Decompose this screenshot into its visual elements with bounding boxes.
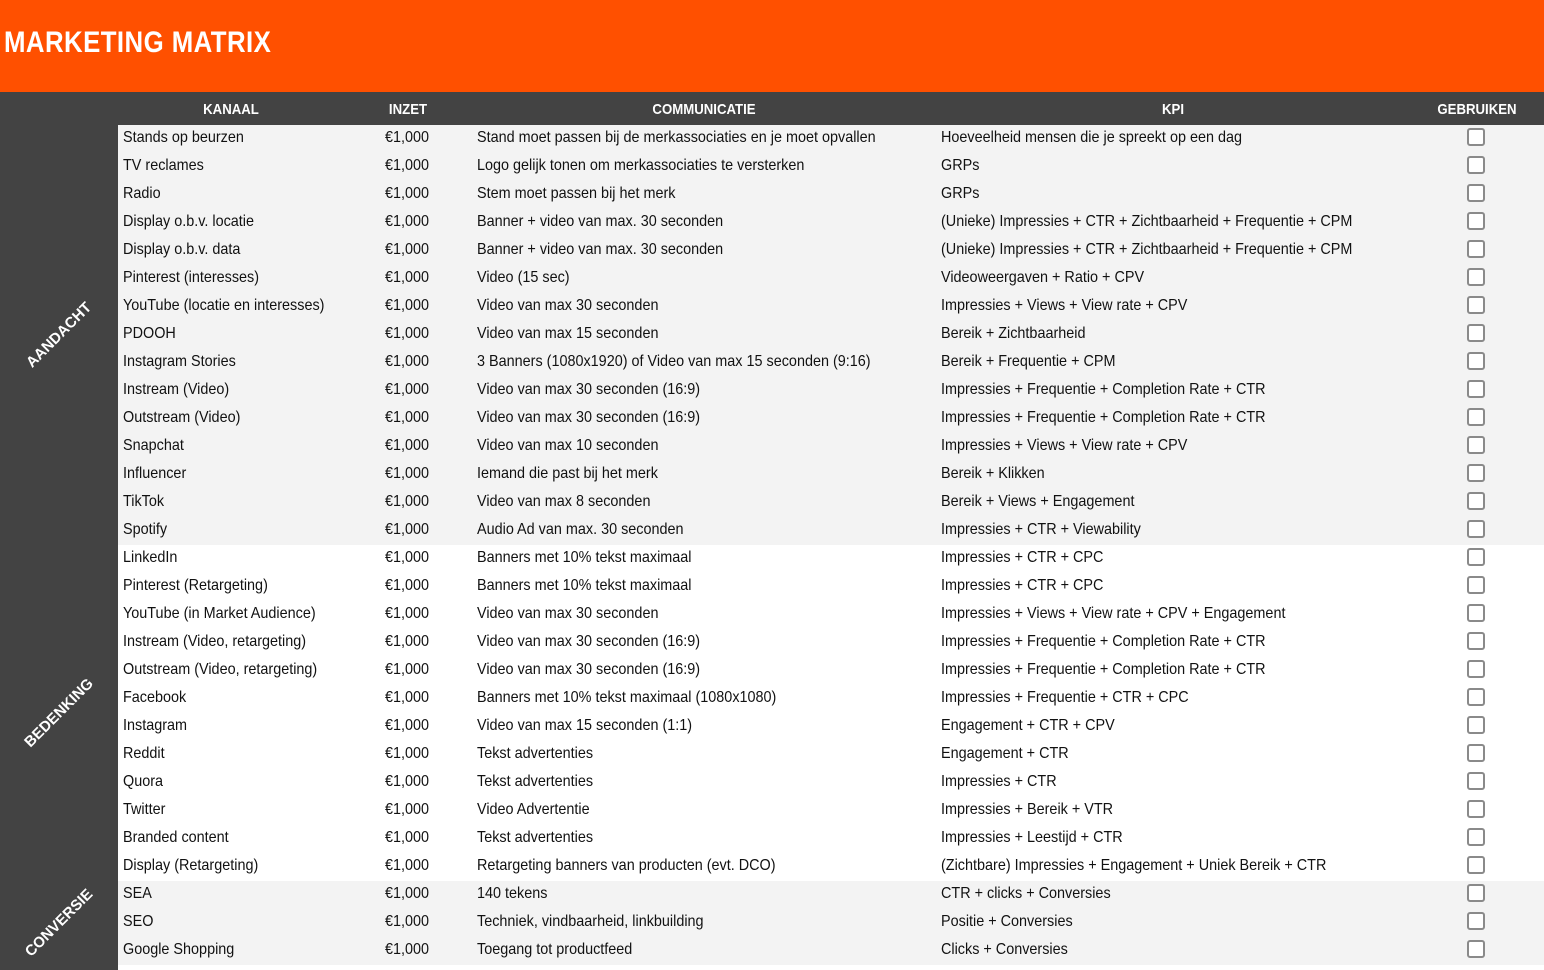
cell-inzet: €1,000 — [385, 941, 430, 958]
gebruiken-checkbox[interactable] — [1467, 688, 1485, 706]
gebruiken-checkbox[interactable] — [1467, 884, 1485, 902]
section-side-bedenking — [0, 545, 118, 881]
gebruiken-checkbox[interactable] — [1467, 940, 1485, 958]
cell-communicatie: Toegang tot productfeed — [477, 941, 633, 958]
gebruiken-checkbox[interactable] — [1467, 604, 1485, 622]
cell-kpi: Bereik + Views + Engagement — [941, 493, 1135, 510]
cell-kpi: GRPs — [941, 157, 980, 174]
cell-kpi: Engagement + CTR — [941, 745, 1069, 762]
cell-inzet: €1,000 — [385, 353, 430, 370]
cell-kpi: (Unieke) Impressies + CTR + Zichtbaarheid + Frequentie + CPM — [941, 213, 1353, 230]
cell-inzet: €1,000 — [385, 661, 430, 678]
table-row — [118, 769, 1544, 797]
cell-inzet: €1,000 — [385, 605, 430, 622]
cell-kpi: Bereik + Klikken — [941, 465, 1045, 482]
cell-kanaal: Display (Retargeting) — [123, 857, 259, 874]
cell-kpi: Impressies + CTR + Viewability — [941, 521, 1141, 538]
cell-kanaal: SEA — [123, 885, 152, 902]
cell-kpi: Engagement + CTR + CPV — [941, 717, 1115, 734]
cell-kpi: GRPs — [941, 185, 980, 202]
cell-kpi: Impressies + Bereik + VTR — [941, 801, 1114, 818]
gebruiken-checkbox[interactable] — [1467, 324, 1485, 342]
cell-kanaal: Instream (Video) — [123, 381, 230, 398]
gebruiken-checkbox[interactable] — [1467, 548, 1485, 566]
cell-kpi: Impressies + Frequentie + Completion Rate + CTR — [941, 633, 1266, 650]
cell-communicatie: Video van max 30 seconden — [477, 297, 659, 314]
cell-kpi: Impressies + Views + View rate + CPV — [941, 437, 1188, 454]
cell-communicatie: Video van max 8 seconden — [477, 493, 651, 510]
cell-inzet: €1,000 — [385, 577, 430, 594]
cell-kpi: Impressies + Views + View rate + CPV + Engagement — [941, 605, 1286, 622]
gebruiken-checkbox[interactable] — [1467, 912, 1485, 930]
table-row — [118, 209, 1544, 237]
cell-communicatie: 3 Banners (1080x1920) of Video van max 15 seconden (9:16) — [477, 353, 871, 370]
cell-kpi: Bereik + Zichtbaarheid — [941, 325, 1086, 342]
cell-kanaal: Stands op beurzen — [123, 129, 244, 146]
table-row — [118, 825, 1544, 853]
gebruiken-checkbox[interactable] — [1467, 436, 1485, 454]
col-header-inzet: INZET — [388, 101, 428, 118]
cell-kanaal: Facebook — [123, 689, 187, 706]
cell-kpi: CTR + clicks + Conversies — [941, 885, 1111, 902]
cell-inzet: €1,000 — [385, 269, 430, 286]
gebruiken-checkbox[interactable] — [1467, 660, 1485, 678]
cell-inzet: €1,000 — [385, 829, 430, 846]
cell-inzet: €1,000 — [385, 465, 430, 482]
cell-kpi: Impressies + Views + View rate + CPV — [941, 297, 1188, 314]
cell-kanaal: Instagram Stories — [123, 353, 236, 370]
cell-kanaal: TikTok — [123, 493, 165, 510]
gebruiken-checkbox[interactable] — [1467, 408, 1485, 426]
cell-kpi: (Zichtbare) Impressies + Engagement + Uniek Bereik + CTR — [941, 857, 1327, 874]
cell-communicatie: Stand moet passen bij de merkassociaties en je moet opvallen — [477, 129, 876, 146]
cell-inzet: €1,000 — [385, 549, 430, 566]
gebruiken-checkbox[interactable] — [1467, 744, 1485, 762]
table-row — [118, 517, 1544, 545]
cell-kanaal: Display o.b.v. locatie — [123, 213, 254, 230]
cell-communicatie: Video van max 15 seconden (1:1) — [477, 717, 693, 734]
cell-inzet: €1,000 — [385, 521, 430, 538]
cell-kanaal: YouTube (locatie en interesses) — [123, 297, 325, 314]
section-side-conversie — [0, 881, 118, 965]
cell-inzet: €1,000 — [385, 213, 430, 230]
gebruiken-checkbox[interactable] — [1467, 464, 1485, 482]
cell-kanaal: Pinterest (Retargeting) — [123, 577, 268, 594]
table-row — [118, 293, 1544, 321]
cell-communicatie: Video (15 sec) — [477, 269, 570, 286]
cell-kpi: Bereik + Frequentie + CPM — [941, 353, 1116, 370]
table-row — [118, 433, 1544, 461]
gebruiken-checkbox[interactable] — [1467, 268, 1485, 286]
section-label: AANDACHT — [22, 298, 96, 372]
table-row — [118, 629, 1544, 657]
cell-communicatie: Techniek, vindbaarheid, linkbuilding — [477, 913, 704, 930]
cell-kpi: Hoeveelheid mensen die je spreekt op een dag — [941, 129, 1243, 146]
cell-communicatie: Video van max 30 seconden — [477, 605, 659, 622]
table-row — [118, 685, 1544, 713]
gebruiken-checkbox[interactable] — [1467, 828, 1485, 846]
table-row — [118, 489, 1544, 517]
cell-kpi: Impressies + CTR — [941, 773, 1057, 790]
section-label: BEDENKING — [21, 675, 97, 751]
cell-kanaal: Influencer — [123, 465, 187, 482]
table-row — [118, 545, 1544, 573]
cell-inzet: €1,000 — [385, 129, 430, 146]
cell-inzet: €1,000 — [385, 717, 430, 734]
col-header-communicatie: COMMUNICATIE — [652, 101, 756, 118]
cell-communicatie: Banners met 10% tekst maximaal — [477, 549, 692, 566]
table-row — [118, 937, 1544, 965]
table-row — [118, 573, 1544, 601]
cell-kanaal: SEO — [123, 913, 154, 930]
cell-inzet: €1,000 — [385, 801, 430, 818]
cell-kpi: Impressies + CTR + CPC — [941, 549, 1104, 566]
cell-inzet: €1,000 — [385, 689, 430, 706]
cell-kanaal: Radio — [123, 185, 161, 202]
cell-kpi: Impressies + Frequentie + Completion Rate + CTR — [941, 381, 1266, 398]
title-bar — [0, 0, 1544, 92]
gebruiken-checkbox[interactable] — [1467, 800, 1485, 818]
cell-inzet: €1,000 — [385, 633, 430, 650]
gebruiken-checkbox[interactable] — [1467, 296, 1485, 314]
cell-communicatie: Stem moet passen bij het merk — [477, 185, 676, 202]
table-row — [118, 265, 1544, 293]
gebruiken-checkbox[interactable] — [1467, 492, 1485, 510]
gebruiken-checkbox[interactable] — [1467, 856, 1485, 874]
table-row — [118, 881, 1544, 909]
cell-inzet: €1,000 — [385, 185, 430, 202]
cell-inzet: €1,000 — [385, 913, 430, 930]
table-row — [118, 713, 1544, 741]
table-header — [0, 92, 1544, 125]
table-row — [118, 657, 1544, 685]
cell-kanaal: LinkedIn — [123, 549, 178, 566]
cell-communicatie: Banner + video van max. 30 seconden — [477, 213, 724, 230]
gebruiken-checkbox[interactable] — [1467, 240, 1485, 258]
cell-communicatie: Video van max 30 seconden (16:9) — [477, 661, 701, 678]
cell-kpi: Positie + Conversies — [941, 913, 1073, 930]
cell-communicatie: Retargeting banners van producten (evt. DCO) — [477, 857, 776, 874]
cell-kanaal: Instream (Video, retargeting) — [123, 633, 307, 650]
cell-communicatie: Video van max 30 seconden (16:9) — [477, 633, 701, 650]
cell-kanaal: Reddit — [123, 745, 165, 762]
table-row — [118, 321, 1544, 349]
cell-inzet: €1,000 — [385, 297, 430, 314]
table-row — [118, 349, 1544, 377]
cell-communicatie: Video van max 15 seconden — [477, 325, 659, 342]
cell-kanaal: PDOOH — [123, 325, 176, 342]
cell-kpi: Clicks + Conversies — [941, 941, 1068, 958]
cell-kpi: Impressies + CTR + CPC — [941, 577, 1104, 594]
page-title: MARKETING MATRIX — [4, 26, 272, 59]
table-row — [118, 153, 1544, 181]
gebruiken-checkbox[interactable] — [1467, 352, 1485, 370]
gebruiken-checkbox[interactable] — [1467, 156, 1485, 174]
cell-inzet: €1,000 — [385, 409, 430, 426]
cell-communicatie: Logo gelijk tonen om merkassociaties te versterken — [477, 157, 805, 174]
cell-communicatie: Video van max 10 seconden — [477, 437, 659, 454]
cell-kpi: Videoweergaven + Ratio + CPV — [941, 269, 1145, 286]
section-side-aandacht — [0, 125, 118, 545]
section-label: CONVERSIE — [21, 885, 97, 961]
cell-kpi: Impressies + Leestijd + CTR — [941, 829, 1123, 846]
table-row — [118, 853, 1544, 881]
sidebar-filler — [0, 965, 118, 970]
cell-kpi: Impressies + Frequentie + Completion Rate + CTR — [941, 409, 1266, 426]
gebruiken-checkbox[interactable] — [1467, 520, 1485, 538]
cell-kanaal: Instagram — [123, 717, 188, 734]
table-row — [118, 909, 1544, 937]
col-header-gebruiken: GEBRUIKEN — [1437, 101, 1517, 118]
table-row — [118, 741, 1544, 769]
cell-kanaal: Spotify — [123, 521, 168, 538]
cell-communicatie: Video van max 30 seconden (16:9) — [477, 409, 701, 426]
cell-kpi: Impressies + Frequentie + CTR + CPC — [941, 689, 1189, 706]
cell-communicatie: Tekst advertenties — [477, 745, 594, 762]
cell-inzet: €1,000 — [385, 773, 430, 790]
cell-inzet: €1,000 — [385, 745, 430, 762]
gebruiken-checkbox[interactable] — [1467, 576, 1485, 594]
cell-kanaal: Pinterest (interesses) — [123, 269, 260, 286]
gebruiken-checkbox[interactable] — [1467, 380, 1485, 398]
table-row — [118, 461, 1544, 489]
table-row — [118, 181, 1544, 209]
gebruiken-checkbox[interactable] — [1467, 184, 1485, 202]
cell-inzet: €1,000 — [385, 857, 430, 874]
cell-kpi: (Unieke) Impressies + CTR + Zichtbaarheid + Frequentie + CPM — [941, 241, 1353, 258]
cell-kanaal: Google Shopping — [123, 941, 235, 958]
table-row — [118, 237, 1544, 265]
cell-communicatie: Banner + video van max. 30 seconden — [477, 241, 724, 258]
table-row — [118, 377, 1544, 405]
gebruiken-checkbox[interactable] — [1467, 772, 1485, 790]
cell-kanaal: Branded content — [123, 829, 229, 846]
table-row — [118, 797, 1544, 825]
cell-kanaal: Outstream (Video, retargeting) — [123, 661, 318, 678]
cell-inzet: €1,000 — [385, 493, 430, 510]
cell-inzet: €1,000 — [385, 437, 430, 454]
cell-kanaal: Snapchat — [123, 437, 184, 454]
cell-communicatie: Tekst advertenties — [477, 773, 594, 790]
cell-kanaal: Display o.b.v. data — [123, 241, 241, 258]
gebruiken-checkbox[interactable] — [1467, 128, 1485, 146]
gebruiken-checkbox[interactable] — [1467, 212, 1485, 230]
cell-kanaal: Twitter — [123, 801, 166, 818]
cell-inzet: €1,000 — [385, 381, 430, 398]
cell-communicatie: 140 tekens — [477, 885, 548, 902]
cell-inzet: €1,000 — [385, 885, 430, 902]
gebruiken-checkbox[interactable] — [1467, 632, 1485, 650]
cell-communicatie: Video van max 30 seconden (16:9) — [477, 381, 701, 398]
cell-communicatie: Tekst advertenties — [477, 829, 594, 846]
cell-communicatie: Banners met 10% tekst maximaal (1080x1080) — [477, 689, 777, 706]
col-header-kanaal: KANAAL — [203, 101, 259, 118]
cell-communicatie: Iemand die past bij het merk — [477, 465, 658, 482]
table-row — [118, 601, 1544, 629]
gebruiken-checkbox[interactable] — [1467, 716, 1485, 734]
cell-communicatie: Audio Ad van max. 30 seconden — [477, 521, 684, 538]
cell-inzet: €1,000 — [385, 241, 430, 258]
col-header-kpi: KPI — [1161, 101, 1184, 118]
cell-kanaal: TV reclames — [123, 157, 204, 174]
cell-inzet: €1,000 — [385, 157, 430, 174]
table-row — [118, 125, 1544, 153]
cell-inzet: €1,000 — [385, 325, 430, 342]
cell-kanaal: Quora — [123, 773, 164, 790]
cell-kpi: Impressies + Frequentie + Completion Rate + CTR — [941, 661, 1266, 678]
table-row — [118, 405, 1544, 433]
cell-kanaal: Outstream (Video) — [123, 409, 241, 426]
cell-communicatie: Video Advertentie — [477, 801, 590, 818]
cell-kanaal: YouTube (in Market Audience) — [123, 605, 316, 622]
cell-communicatie: Banners met 10% tekst maximaal — [477, 577, 692, 594]
